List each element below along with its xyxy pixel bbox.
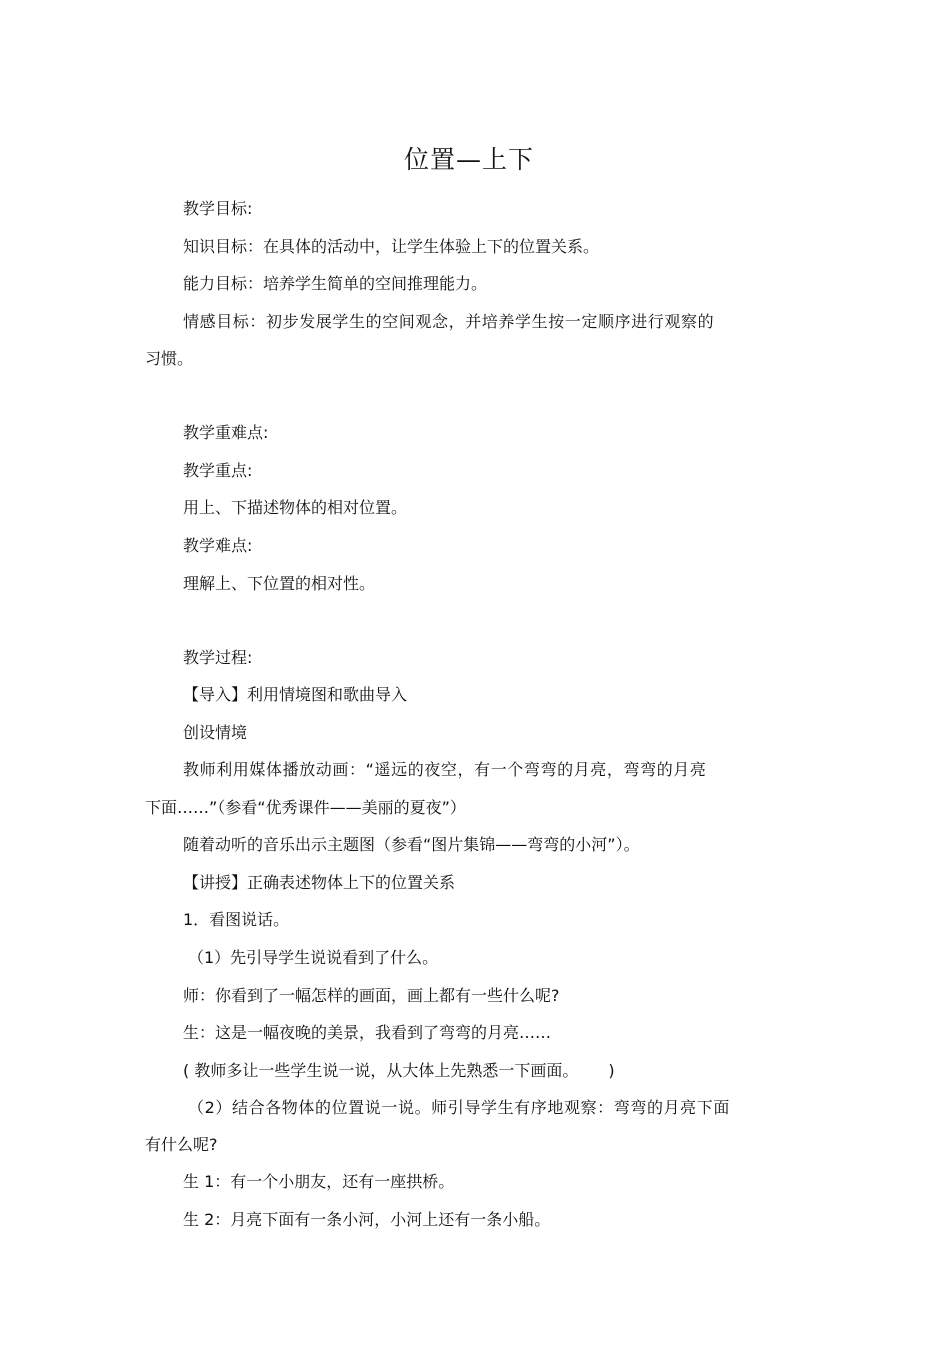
lecture-heading: 【讲授】正确表述物体上下的位置关系 <box>183 873 456 892</box>
scene-heading: 创设情境 <box>183 723 248 742</box>
intro-heading: 【导入】利用情境图和歌曲导入 <box>183 685 408 704</box>
process-heading: 教学过程: <box>183 648 253 667</box>
item-1-2-line1: （2）结合各物体的位置说一说。师引导学生有序地观察：弯弯的月亮下面 <box>188 1098 730 1117</box>
music-line: 随着动听的音乐出示主题图（参看“图片集锦——弯弯的小河”）。 <box>183 835 640 854</box>
key-points-heading: 教学重难点: <box>183 423 269 442</box>
focus-heading: 教学重点: <box>183 461 253 480</box>
teacher-question: 师：你看到了一幅怎样的画面，画上都有一些什么呢? <box>183 986 560 1005</box>
student-2-answer: 生 2：月亮下面有一条小河，小河上还有一条小船。 <box>183 1210 551 1229</box>
teacher-note <box>183 1060 615 1082</box>
emotion-objective-line2: 习惯。 <box>145 349 194 368</box>
teacher-line1: 教师利用媒体播放动画：“遥远的夜空，有一个弯弯的月亮，弯弯的月亮 <box>183 760 707 779</box>
emotion-objective-line1: 情感目标：初步发展学生的空间观念，并培养学生按一定顺序进行观察的 <box>183 312 715 331</box>
focus-text: 用上、下描述物体的相对位置。 <box>183 498 408 517</box>
student-1-answer: 生 1：有一个小朋友，还有一座拱桥。 <box>183 1172 455 1191</box>
item-1-1: （1）先引导学生说说看到了什么。 <box>188 948 439 967</box>
item-1: 1．看图说话。 <box>183 910 290 929</box>
difficulty-text: 理解上、下位置的相对性。 <box>183 574 376 593</box>
teacher-note-text: ( 教师多让一些学生说一说，从大体上先熟悉一下画面。 <box>183 1061 579 1080</box>
teacher-line2: 下面……”（参看“优秀课件——美丽的夏夜”） <box>145 798 466 817</box>
document-title: 位置—上下 <box>403 145 534 174</box>
difficulty-heading: 教学难点: <box>183 536 253 555</box>
ability-objective: 能力目标：培养学生简单的空间推理能力。 <box>183 274 488 293</box>
objectives-heading: 教学目标: <box>183 199 253 218</box>
teacher-note-close: ) <box>608 1061 615 1080</box>
item-1-2-line2: 有什么呢? <box>145 1135 218 1154</box>
knowledge-objective: 知识目标：在具体的活动中，让学生体验上下的位置关系。 <box>183 237 600 256</box>
student-answer: 生：这是一幅夜晚的美景，我看到了弯弯的月亮…… <box>183 1023 552 1042</box>
